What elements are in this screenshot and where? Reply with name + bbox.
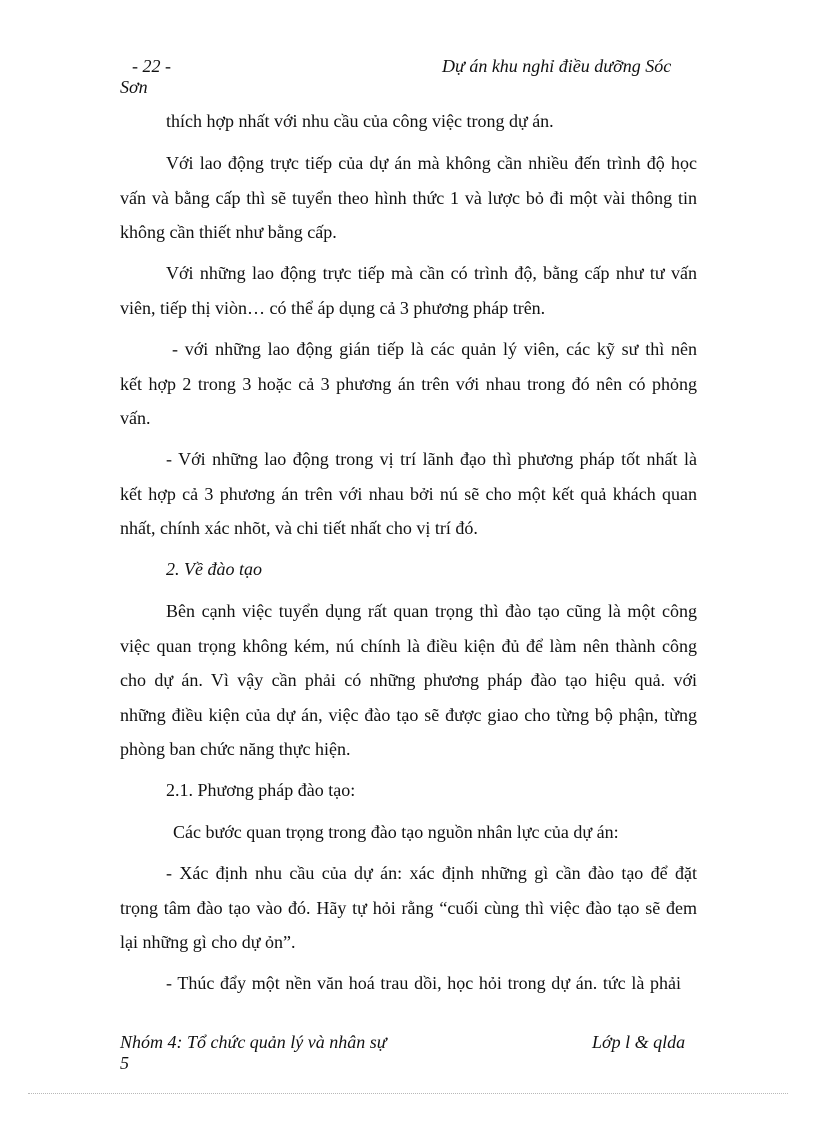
body-line-12: nhất, chính xác nhõt, và chi tiết nhất cho vị trí đó. (120, 518, 478, 538)
section-heading-dao-tao: 2. Về đào tạo (166, 559, 262, 579)
body-line-1: thích hợp nhất với nhu cầu của công việc trong dự án. (166, 111, 554, 131)
body-line-2: Với lao động trực tiếp của dự án mà không cần nhiều đến trình độ học (166, 153, 697, 173)
body-line-17: những điều kiện của dự án, việc đào tạo sẽ được giao cho từng bộ phận, từng (120, 705, 697, 725)
header-page-number: - 22 - (132, 56, 171, 76)
body-line-5: Với những lao động trực tiếp mà cần có trình độ, bằng cấp như tư vấn (166, 263, 697, 283)
body-line-21: - Xác định nhu cầu của dự án: xác định những gì cần đào tạo để đặt (166, 863, 697, 883)
body-line-11: kết hợp cả 3 phương án trên với nhau bởi nú sẽ cho một kết quả khách quan (120, 484, 697, 504)
body-line-9: vấn. (120, 408, 151, 428)
body-line-23: lại những gì cho dự ỏn”. (120, 932, 296, 952)
page-bottom-divider (28, 1093, 788, 1094)
body-line-16: cho dự án. Vì vậy cần phải có những phương pháp đào tạo hiệu quả. với (120, 670, 697, 690)
body-line-22: trọng tâm đào tạo vào đó. Hãy tự hỏi rằng “cuối cùng thì việc đào tạo sẽ đem (120, 898, 697, 918)
body-line-18: phòng ban chức năng thực hiện. (120, 739, 351, 759)
header-title: Dự án khu nghỉ điều dưỡng Sóc (442, 56, 672, 76)
body-line-24: - Thúc đẩy một nền văn hoá trau dồi, học hỏi trong dự án. tức là phải (166, 973, 681, 993)
body-line-14: Bên cạnh việc tuyển dụng rất quan trọng thì đào tạo cũng là một công (166, 601, 697, 621)
footer-page-number: 5 (120, 1053, 129, 1073)
body-line-3: vấn và bằng cấp thì sẽ tuyển theo hình thức 1 và lược bỏ đi một vài thông tin (120, 188, 697, 208)
body-line-6: viên, tiếp thị viòn… có thể áp dụng cả 3 phương pháp trên. (120, 298, 546, 318)
subsection-heading-phuong-phap: 2.1. Phương pháp đào tạo: (166, 780, 356, 800)
body-line-8: kết hợp 2 trong 3 hoặc cả 3 phương án trên với nhau trong đó nên có phỏng (120, 374, 697, 394)
body-line-10: - Với những lao động trong vị trí lãnh đạo thì phương pháp tốt nhất là (166, 449, 697, 469)
body-line-7: - với những lao động gián tiếp là các quản lý viên, các kỹ sư thì nên (172, 339, 697, 359)
body-line-20: Các bước quan trọng trong đào tạo nguồn nhân lực của dự án: (173, 822, 619, 842)
header-title-continued: Sơn (120, 77, 148, 97)
footer-class: Lớp l & qlda (592, 1032, 686, 1052)
body-line-4: không cần thiết như bằng cấp. (120, 222, 337, 242)
body-line-15: việc quan trọng không kém, nú chính là điều kiện đủ để làm nên thành công (120, 636, 697, 656)
footer-group: Nhóm 4: Tổ chức quản lý và nhân sự (120, 1032, 387, 1052)
